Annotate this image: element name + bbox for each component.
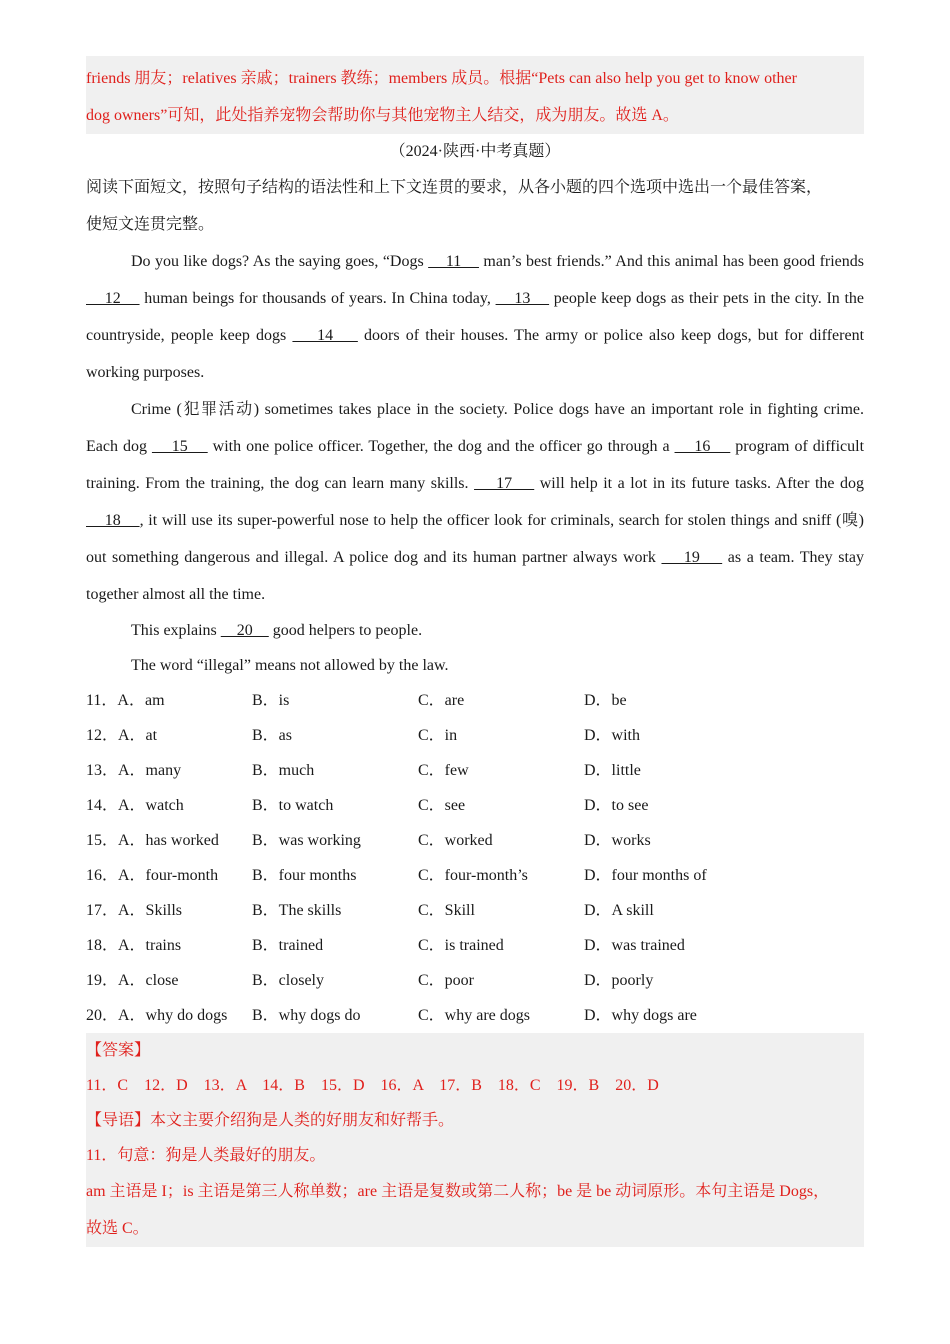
option-c: C．few <box>418 762 469 779</box>
option-d: D．poorly <box>584 972 654 989</box>
option-b: B．is <box>252 692 290 709</box>
passage-text: doors of their houses. The army or police also keep dogs, but for different working purposes. <box>86 327 865 381</box>
q11-meaning: 11．句意：狗是人类最好的朋友。 <box>86 1147 326 1164</box>
option-a: 11．A．am <box>86 692 165 709</box>
explanation-line: friends 朋友；relatives 亲戚；trainers 教练；members 成员。根据“Pets can also help you get to know other <box>86 70 797 87</box>
option-a: 12．A．at <box>86 727 158 744</box>
option-d: D．with <box>584 727 641 744</box>
passage-paragraph-2 <box>86 391 864 613</box>
option-c: C．poor <box>418 972 475 989</box>
question-row-20 <box>86 998 864 1033</box>
option-a: 19．A．close <box>86 972 179 989</box>
instruction-line: 使短文连贯完整。 <box>86 216 215 233</box>
question-row-16 <box>86 858 864 893</box>
option-b: B．much <box>252 762 315 779</box>
option-c: C．why are dogs <box>418 1007 530 1024</box>
question-row-12 <box>86 718 864 753</box>
question-row-11 <box>86 683 864 718</box>
passage-paragraph-1 <box>86 243 864 391</box>
passage-text: with one police officer. Together, the dog and the officer go through a <box>207 438 675 455</box>
option-b: B．was working <box>252 832 361 849</box>
option-d: D．A skill <box>584 902 654 919</box>
answer-heading: 【答案】 <box>86 1042 151 1059</box>
blank-17: 17 <box>474 475 535 492</box>
option-d: D．why dogs are <box>584 1007 697 1024</box>
passage-text: good helpers to people. <box>268 622 423 639</box>
option-c: C．are <box>418 692 465 709</box>
previous-answer-explanation <box>86 56 864 134</box>
passage-text: people keep dogs as their pets in the city. In the countryside, people keep dogs <box>86 290 865 344</box>
blank-11: 11 <box>428 253 479 270</box>
blank-12: 12 <box>86 290 140 307</box>
option-a: 18．A．trains <box>86 937 182 954</box>
answer-section <box>86 1033 864 1247</box>
option-b: B．why dogs do <box>252 1007 361 1024</box>
guide-label: 【导语】 <box>86 1112 151 1129</box>
option-b: B．trained <box>252 937 324 954</box>
option-c: C．is trained <box>418 937 504 954</box>
passage-paragraph-3 <box>86 613 864 648</box>
blank-19: 19 <box>661 549 723 566</box>
option-a: 15．A．has worked <box>86 832 219 849</box>
option-c: C．Skill <box>418 902 475 919</box>
question-row-18 <box>86 928 864 963</box>
passage-text: man’s best friends.” And this animal has been good friends <box>478 253 865 270</box>
passage-text: Crime (犯罪活动) sometimes takes place in the society. Police dogs have an important role in fighting crime. Each dog <box>86 401 864 455</box>
option-b: B．to watch <box>252 797 334 814</box>
instruction-line: 阅读下面短文，按照句子结构的语法性和上下文连贯的要求，从各小题的四个选项中选出一个最佳答案， <box>86 179 823 196</box>
option-a: 20．A．why do dogs <box>86 1007 228 1024</box>
option-c: C．in <box>418 727 458 744</box>
question-row-19 <box>86 963 864 998</box>
guide-text: 本文主要介绍狗是人类的好朋友和好帮手。 <box>150 1112 455 1129</box>
option-a: 13．A．many <box>86 762 182 779</box>
option-b: B．four months <box>252 867 357 884</box>
question-row-15 <box>86 823 864 858</box>
option-d: D．works <box>584 832 651 849</box>
passage-note: The word “illegal” means not allowed by the law. <box>131 657 449 674</box>
blank-20: 20 <box>220 622 269 639</box>
source-label: （2024·陕西·中考真题） <box>389 143 561 160</box>
passage-text: program of difficult training. From the training, the dog can learn many skills. <box>86 438 865 492</box>
option-a: 16．A．four-month <box>86 867 219 884</box>
option-d: D．to see <box>584 797 649 814</box>
option-d: D．four months of <box>584 867 707 884</box>
option-d: D．be <box>584 692 627 709</box>
option-b: B．closely <box>252 972 324 989</box>
option-d: D．was trained <box>584 937 685 954</box>
blank-18: 18 <box>86 512 140 529</box>
explanation-line: dog owners”可知，此处指养宠物会帮助你与其他宠物主人结交，成为朋友。故选 A。 <box>86 107 679 124</box>
question-row-17 <box>86 893 864 928</box>
option-d: D．little <box>584 762 641 779</box>
question-row-13 <box>86 753 864 788</box>
option-b: B．as <box>252 727 293 744</box>
passage-text: will help it a lot in its future tasks. After the dog <box>534 475 865 492</box>
blank-15: 15 <box>151 438 208 455</box>
passage-text: This explains <box>131 622 221 639</box>
option-a: 17．A．Skills <box>86 902 183 919</box>
guide-line <box>86 1103 864 1138</box>
explanation-line: 故选 C。 <box>86 1220 149 1237</box>
option-c: C．worked <box>418 832 493 849</box>
blank-13: 13 <box>495 290 550 307</box>
passage-text: human beings for thousands of years. In China today, <box>139 290 496 307</box>
passage-text: as a team. They stay together almost all the time. <box>86 549 865 603</box>
document-page <box>86 56 864 1247</box>
option-c: C．four-month’s <box>418 867 528 884</box>
blank-14: 14 <box>292 327 358 344</box>
question-row-14 <box>86 788 864 823</box>
explanation-line: am 主语是 I；is 主语是第三人称单数；are 主语是复数或第二人称；be 是 be 动词原形。本句主语是 Dogs， <box>86 1183 830 1200</box>
option-b: B．The skills <box>252 902 342 919</box>
option-a: 14．A．watch <box>86 797 184 814</box>
instruction <box>86 169 864 243</box>
q11-explanation <box>86 1173 864 1247</box>
answer-keys: 11．C 12．D 13．A 14．B 15．D 16．A 17．B 18．C 19．B 20．D <box>86 1077 659 1094</box>
passage-text: , it will use its super-powerful nose to help the officer look for criminals, search for stolen things and sniff (嗅) out something dangerous and illegal. A police dog and its human partner always work <box>86 512 864 566</box>
passage-text: Do you like dogs? As the saying goes, “Dogs <box>131 253 429 270</box>
blank-16: 16 <box>674 438 731 455</box>
question-options <box>86 683 864 1033</box>
option-c: C．see <box>418 797 466 814</box>
